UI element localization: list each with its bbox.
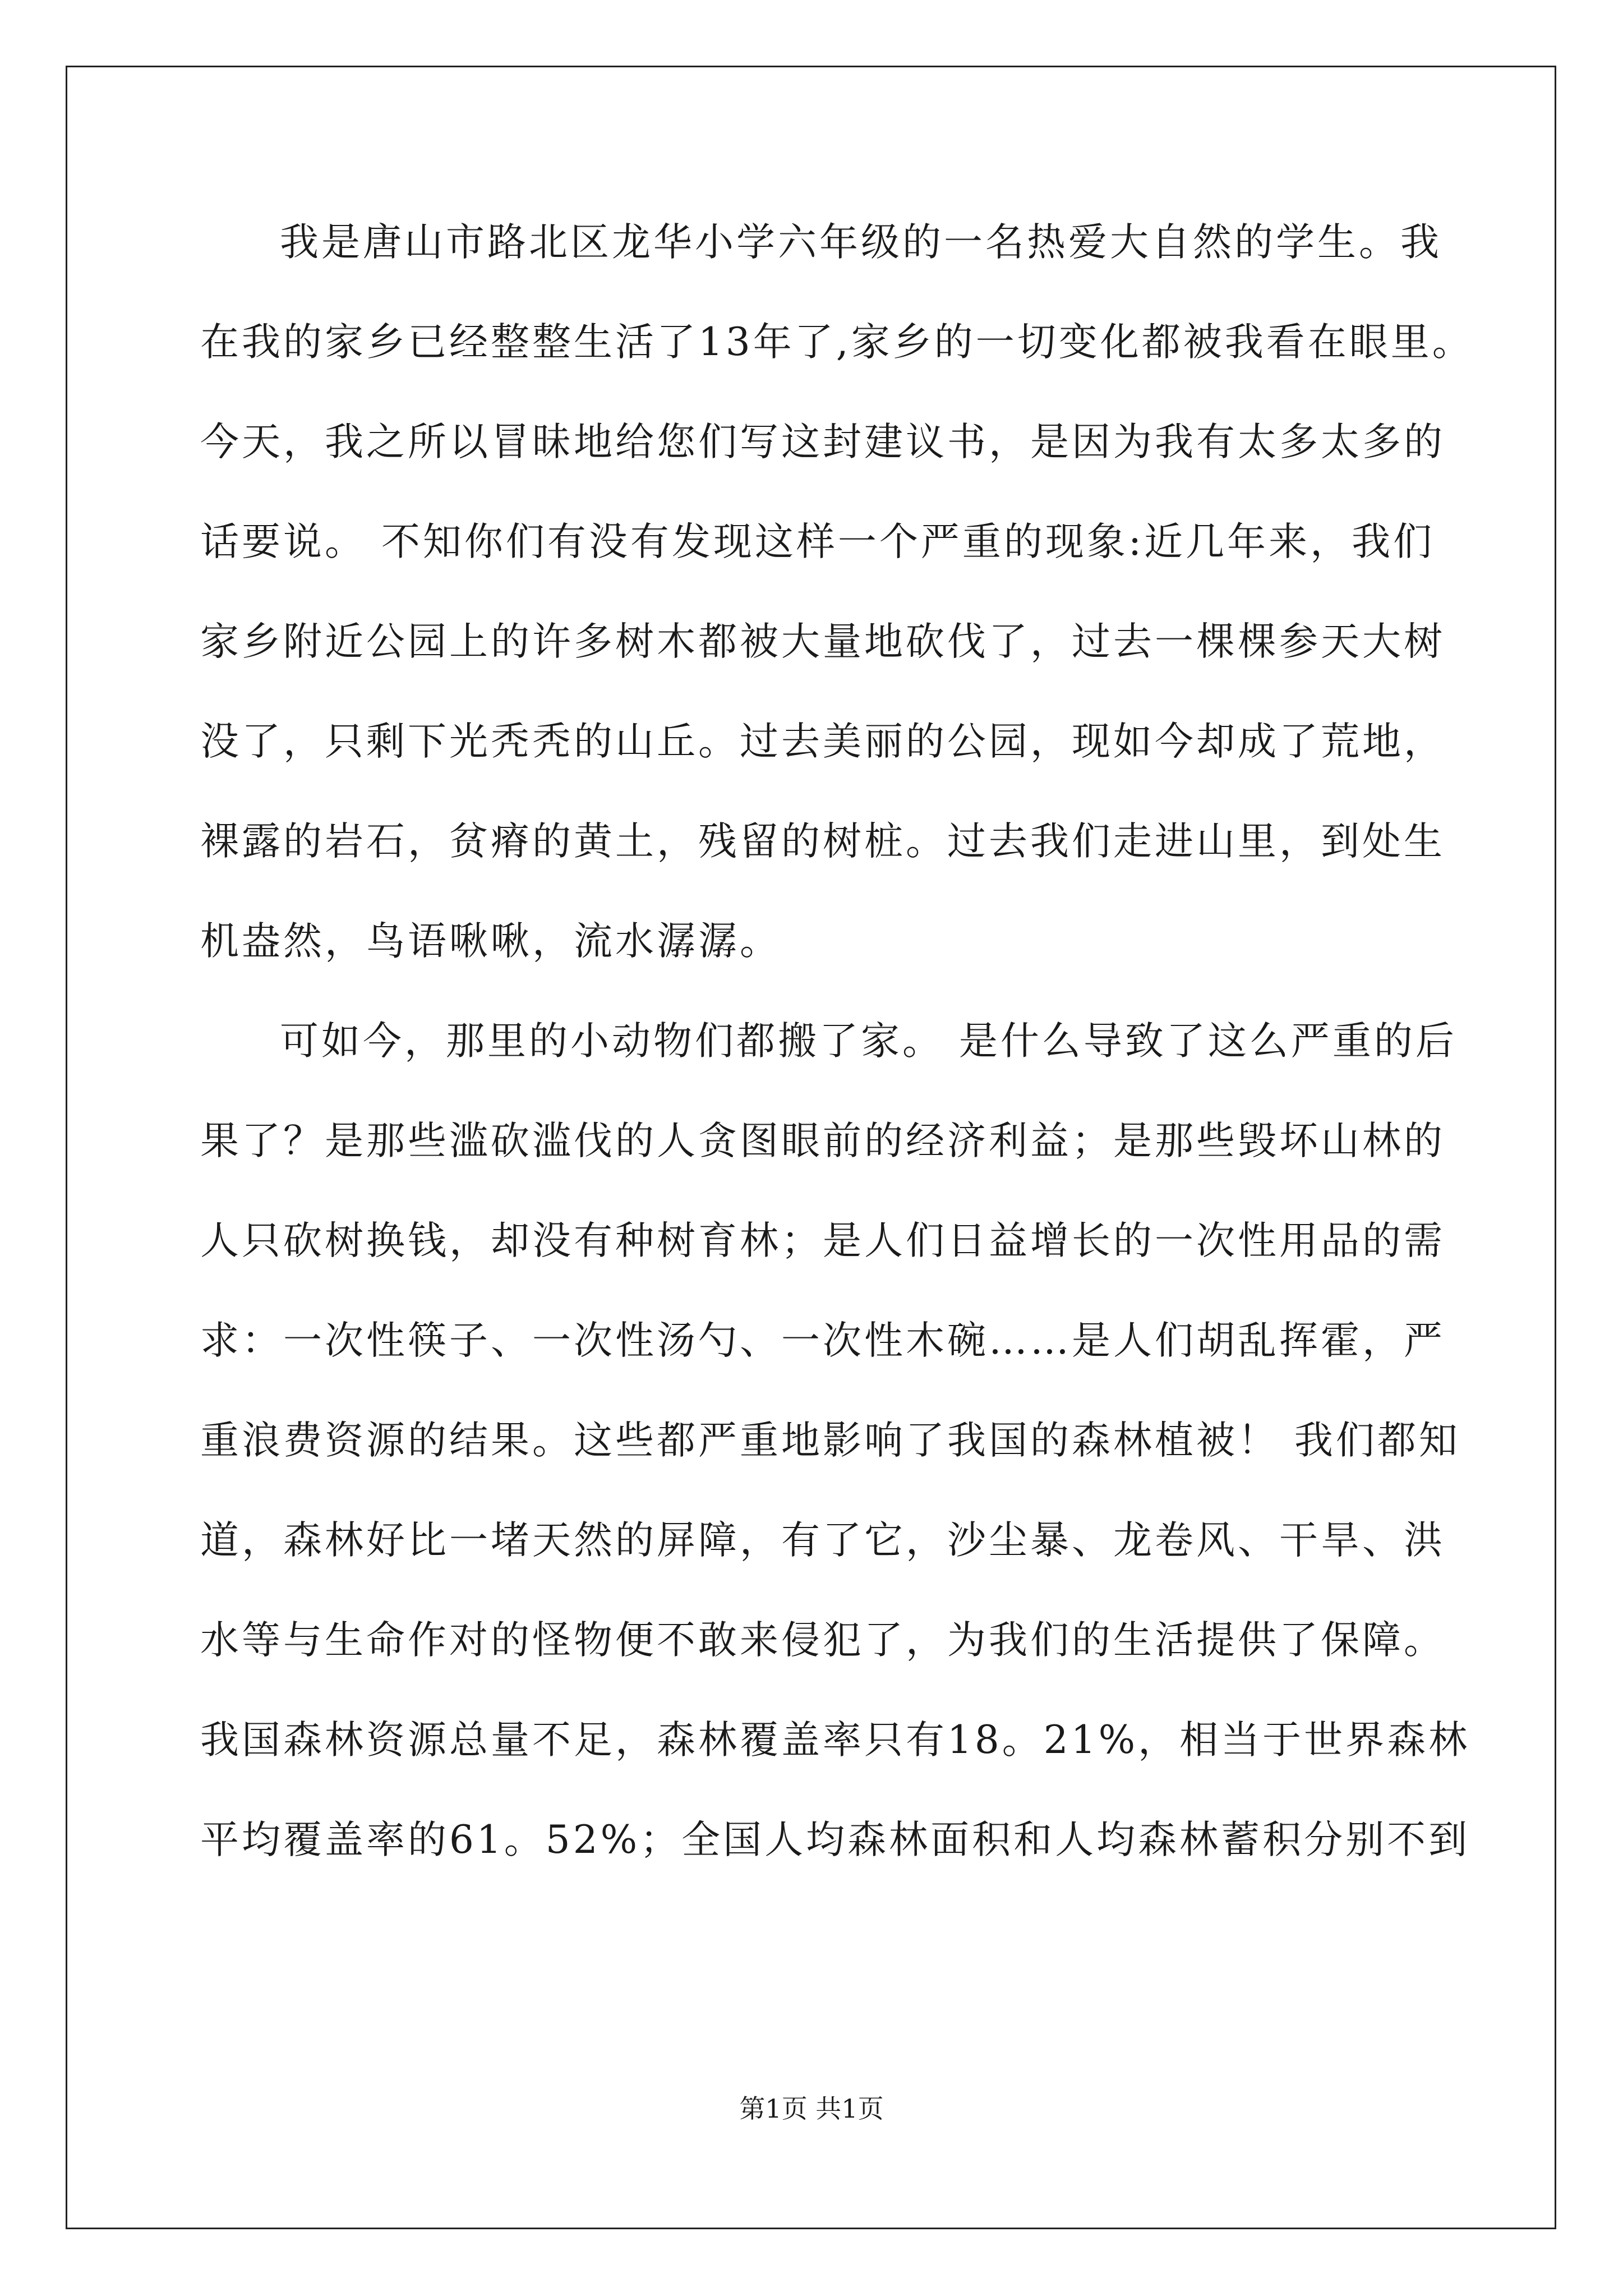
body-line: 家乡附近公园上的许多树木都被大量地砍伐了，过去一棵棵参天大树 xyxy=(200,619,1445,664)
page-number-footer: 第1页 共1页 xyxy=(739,2093,884,2124)
body-line: 我国森林资源总量不足，森林覆盖率只有18。21%，相当于世界森林 xyxy=(200,1718,1470,1763)
body-line: 机盎然，鸟语啾啾，流水潺潺。 xyxy=(200,919,781,964)
body-line: 求：一次性筷子、一次性汤勺、一次性木碗……是人们胡乱挥霍，严 xyxy=(200,1318,1445,1363)
body-line: 水等与生命作对的怪物便不敢来侵犯了，为我们的生活提供了保障。 xyxy=(200,1618,1445,1663)
body-line: 话要说。 不知你们有没有发现这样一个严重的现象:近几年来，我们 xyxy=(200,519,1435,564)
body-line: 今天，我之所以冒昧地给您们写这封建议书，是因为我有太多太多的 xyxy=(200,420,1445,464)
body-line: 果了？是那些滥砍滥伐的人贪图眼前的经济利益；是那些毁坏山林的 xyxy=(200,1119,1445,1163)
body-line: 重浪费资源的结果。这些都严重地影响了我国的森林植被！ 我们都知 xyxy=(200,1418,1460,1463)
body-line: 我是唐山市路北区龙华小学六年级的一名热爱大自然的学生。我 xyxy=(280,220,1442,265)
body-line: 可如今，那里的小动物们都搬了家。 是什么导致了这么严重的后 xyxy=(280,1019,1457,1064)
body-line: 平均覆盖率的61。52%；全国人均森林面积和人均森林蓄积分别不到 xyxy=(200,1818,1470,1862)
body-line: 没了，只剩下光秃秃的山丘。过去美丽的公园，现如今却成了荒地， xyxy=(200,719,1445,764)
body-line: 裸露的岩石，贫瘠的黄土，残留的树桩。过去我们走进山里，到处生 xyxy=(200,819,1445,864)
body-line: 道，森林好比一堵天然的屏障，有了它，沙尘暴、龙卷风、干旱、洪 xyxy=(200,1518,1445,1563)
body-line: 人只砍树换钱，却没有种树育林；是人们日益增长的一次性用品的需 xyxy=(200,1218,1445,1263)
body-line: 在我的家乡已经整整生活了13年了,家乡的一切变化都被我看在眼里。 xyxy=(200,320,1474,365)
